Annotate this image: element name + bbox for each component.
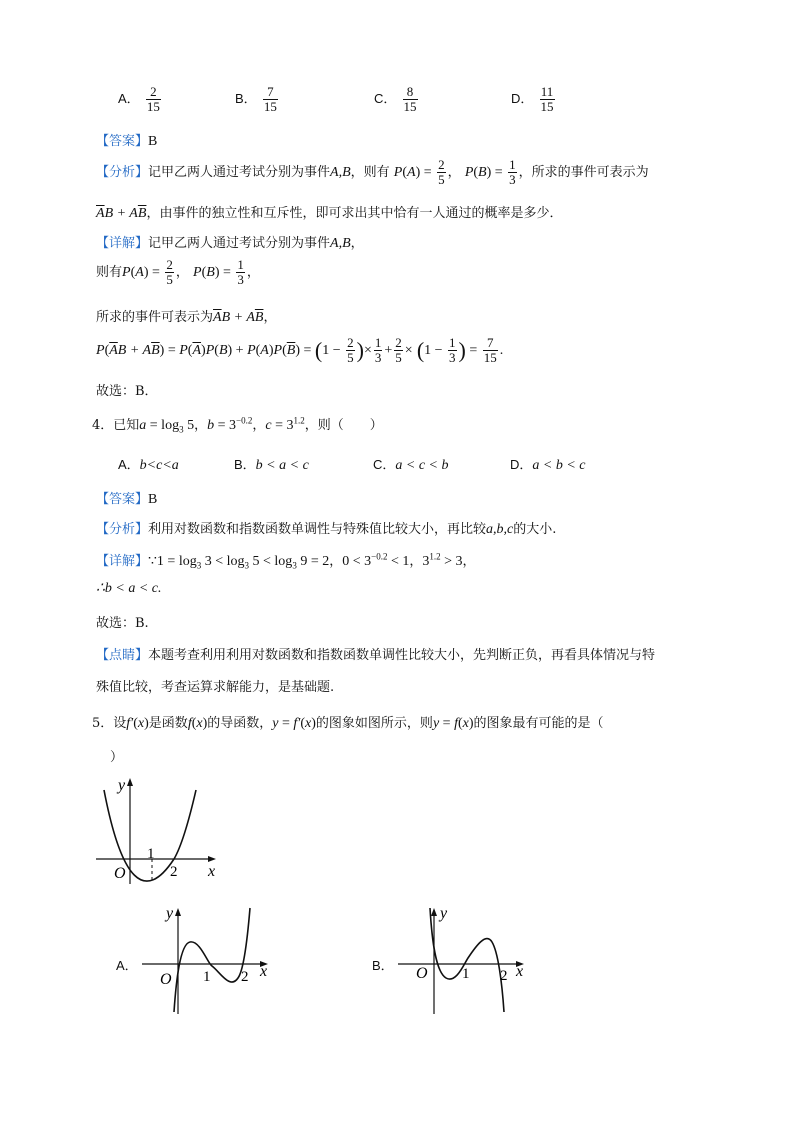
fraction: $\frac{2}{15}$ (146, 84, 160, 114)
y-axis-arrow (175, 908, 181, 916)
q3-analysis-line-1: 【分析】记甲乙两人通过考试分别为事件A,B，则有 P(A) = $\frac{2}{5}$ ， P(B) = $\frac{1}{3}$ ，所求的事件可表示为 (96, 157, 649, 187)
curve-b (430, 908, 504, 1012)
q3-analysis-line-2: $\overline{A}B + A\overline{B}$，由事件的独立性和互斥性，即可求出其中恰有一人通过的概率是多少． (96, 206, 563, 221)
x-axis-label: x (260, 963, 268, 980)
q4-so-choose: 故选：B. (96, 616, 149, 631)
tick-label-1: 1 (462, 966, 470, 982)
q5-option-a-graph (140, 902, 280, 1017)
q3-detail-formula: $P(\overline{A}B + A\overline{B}) = P(\overline{A})P(B) + P(A)P(\overline{B}) = (1$ − $\frac{2}{5}$ )× $\frac{1}{3}$ + $\frac{2}{5}$ × (1 − $\frac{1}{3}$ ) = $\frac{7}{15}$ . (96, 335, 504, 365)
q4-option-a: A．b<c<a (118, 457, 179, 473)
q4-stem: 4．已知$a = \log_3 5$，$b = 3^{-0.2}$，$c = 3^{1.2}$，则（ ） (92, 415, 383, 435)
q4-option-c: C．a < c < b (373, 457, 449, 473)
fraction: $\frac{7}{15}$ (263, 84, 277, 114)
q5-stem-close: ） (110, 750, 124, 765)
q4-analysis: 【分析】利用对数函数和指数函数单调性与特殊值比较大小，再比较a,b,c的大小. (96, 522, 557, 537)
y-axis-arrow (431, 908, 437, 916)
q3-option-b: B． $\frac{7}{15}$ (235, 84, 277, 114)
origin-label: O (416, 965, 428, 982)
y-axis-label: y (166, 905, 174, 922)
y-axis-arrow (127, 778, 133, 786)
q4-option-b: B．b < a < c (234, 457, 309, 473)
q4-comment-line-2: 殊值比较，考查运算求解能力，是基础题. (96, 680, 335, 695)
q4-answer: 【答案】B (96, 492, 158, 507)
q4-option-d: D．a < b < c (510, 457, 586, 473)
curve-a (174, 908, 250, 1012)
q3-so-choose: 故选：B． (96, 384, 158, 399)
q3-answer: 【答案】B (96, 134, 158, 149)
q3-option-d: D． $\frac{11}{15}$ (511, 84, 554, 114)
y-axis-label: y (118, 777, 126, 794)
q3-detail-line-3: 所求的事件可表示为$\overline{A}B + A\overline{B}$， (96, 310, 277, 325)
tick-label-1: 1 (203, 969, 211, 985)
prob-a-expr: P (393, 165, 403, 180)
q5-option-b-graph (396, 902, 536, 1017)
origin-label: O (160, 971, 172, 988)
event-expression: $\overline{A}B + A\overline{B}$ (96, 206, 147, 221)
q5-option-a-label: A． (116, 958, 138, 973)
origin-label: O (114, 865, 126, 882)
q3-detail-line-2: 则有P(A) = $\frac{2}{5}$ ， P(B) = $\frac{1}{3}$ ， (96, 257, 260, 287)
derivative-graph (94, 770, 234, 890)
tick-label-2: 2 (500, 968, 508, 984)
x-axis-arrow (208, 856, 216, 862)
fraction: $\frac{11}{15}$ (540, 84, 554, 114)
fraction: $\frac{8}{15}$ (403, 84, 417, 114)
q4-conclusion: ∴b < a < c. (96, 581, 162, 596)
q4-comment-line-1: 【点睛】本题考查利用利用对数函数和指数函数单调性比较大小，先判断正负，再看具体情况与特 (96, 648, 656, 663)
tick-label-1: 1 (147, 846, 155, 862)
q3-detail-line-1: 【详解】记甲乙两人通过考试分别为事件A,B， (96, 236, 364, 251)
tick-label-2: 2 (241, 969, 249, 985)
y-axis-label: y (440, 905, 448, 922)
q5-stem: 5．设f′(x)是函数f(x)的导函数，y = f′(x)的图象如图所示，则y = f(x)的图象最有可能的是（ (92, 716, 604, 731)
q4-detail: 【详解】∵1 = $\log_3 3 < \log_3 5 < \log_3 9 = 2$，$0 < 3^{-0.2} < 1$，$3^{1.2} > 3$， (96, 551, 476, 571)
q3-option-c: C． $\frac{8}{15}$ (374, 84, 417, 114)
x-axis-label: x (516, 963, 524, 980)
x-axis-label: x (208, 863, 216, 880)
q5-option-b-label: B． (372, 958, 394, 973)
q3-option-a: A． $\frac{2}{15}$ (118, 84, 160, 114)
tick-label-2: 2 (170, 864, 178, 880)
